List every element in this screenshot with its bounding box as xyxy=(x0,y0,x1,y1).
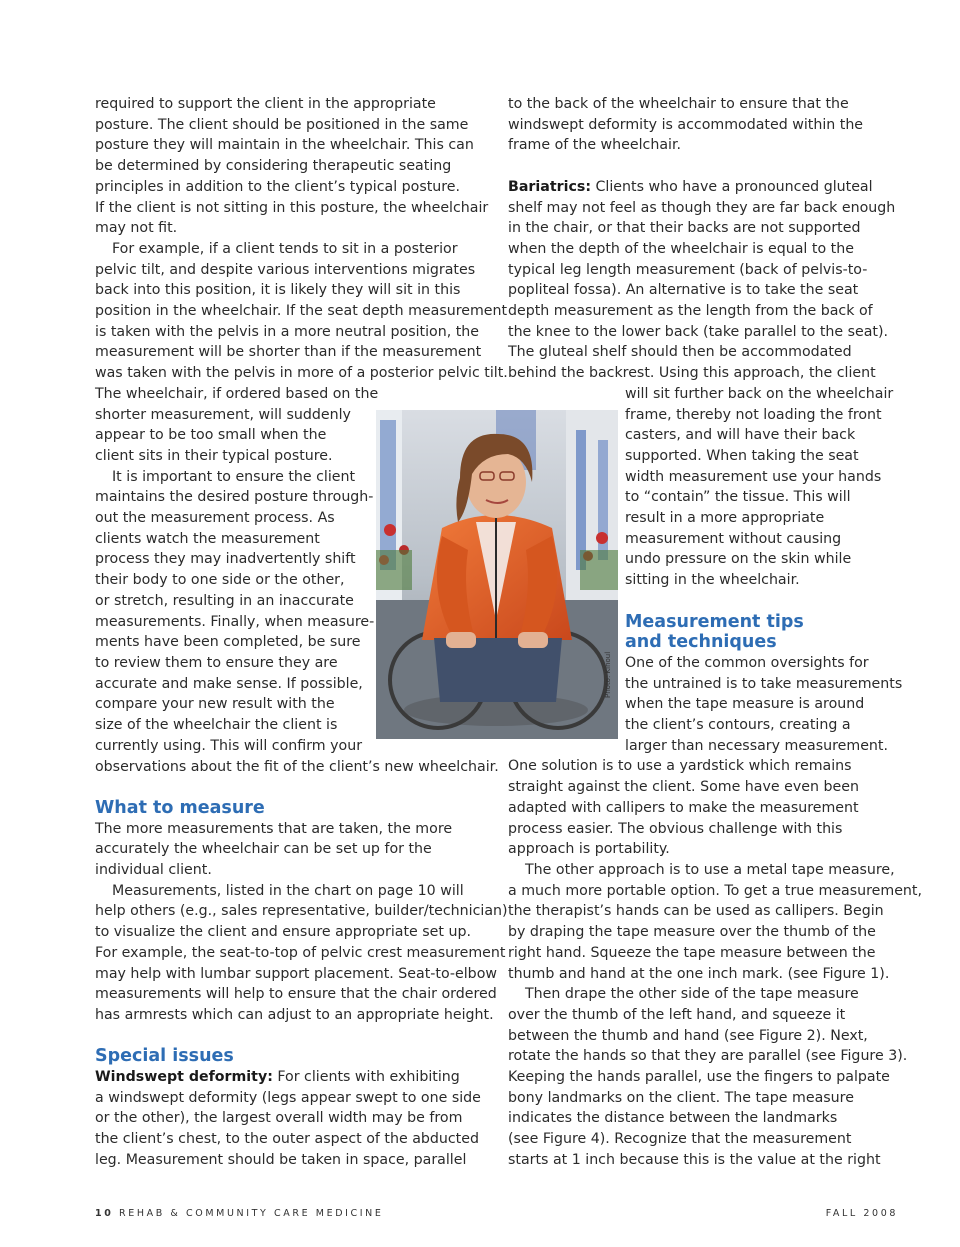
text-line: The other approach is to use a metal tape measure, xyxy=(525,861,895,878)
text-line: posture they will maintain in the wheelchair. This can xyxy=(95,137,474,154)
text-line: frame, thereby not loading the front xyxy=(625,406,882,423)
text-line: sitting in the wheelchair. xyxy=(625,572,800,589)
text-line: accurately the wheelchair can be set up for the xyxy=(95,841,432,858)
text-line: posture. The client should be positioned in the same xyxy=(95,116,469,133)
text-line: ments have been completed, be sure xyxy=(95,634,361,651)
text-line: a windswept deformity (legs appear swept to one side xyxy=(95,1089,481,1106)
text-line: help others (e.g., sales representative, builder/technician) xyxy=(95,903,508,920)
text-line: the client’s chest, to the outer aspect of the abducted xyxy=(95,1131,479,1148)
text-line: pelvic tilt, and despite various interventions migrates xyxy=(95,261,476,278)
text-line: process easier. The obvious challenge with this xyxy=(508,820,843,837)
footer-publication xyxy=(95,1208,383,1219)
text-line: right hand. Squeeze the tape measure between the xyxy=(508,944,876,961)
text-line: windswept deformity is accommodated within the xyxy=(508,116,864,133)
text-line: may help with lumbar support placement. Seat-to-elbow xyxy=(95,965,497,982)
section-heading: Special issues xyxy=(95,1046,234,1067)
text-line: frame of the wheelchair. xyxy=(508,137,682,154)
text-line: accurate and make sense. If possible, xyxy=(95,675,363,692)
wheelchair-user-photo xyxy=(376,410,618,739)
text-line: undo pressure on the skin while xyxy=(625,551,852,568)
text-line: measurements. Finally, when measure- xyxy=(95,613,375,630)
text-line: If the client is not sitting in this posture, the wheelchair xyxy=(95,199,489,216)
text-line: typical leg length measurement (back of pelvis-to- xyxy=(508,261,868,278)
text-line: in the chair, or that their backs are not supported xyxy=(508,220,861,237)
text-line: has armrests which can adjust to an appropriate height. xyxy=(95,1006,494,1023)
text-line: measurement without causing xyxy=(625,530,842,547)
text-line: Keeping the hands parallel, use the fingers to palpate xyxy=(508,1069,890,1086)
text-line xyxy=(95,1067,490,1088)
text-line: leg. Measurement should be taken in space, parallel xyxy=(95,1151,467,1168)
text-line: thumb and hand at the one inch mark. (see Figure 1). xyxy=(508,965,890,982)
text-line: popliteal fossa). An alternative is to take the seat xyxy=(508,282,859,299)
text-line: supported. When taking the seat xyxy=(625,447,859,464)
page-number: 10 xyxy=(95,1208,114,1219)
text-line: or the other), the largest overall width may be from xyxy=(95,1110,463,1127)
text-line: or stretch, resulting in an inaccurate xyxy=(95,592,354,609)
text-line: shelf may not feel as though they are far back enough xyxy=(508,199,896,216)
text-line: The gluteal shelf should then be accommodated xyxy=(508,344,852,361)
text-run: Clients who have a pronounced gluteal xyxy=(591,178,873,195)
text-line: depth measurement as the length from the back of xyxy=(508,303,873,320)
text-line: out the measurement process. As xyxy=(95,510,335,527)
text-line: width measurement use your hands xyxy=(625,468,882,485)
section-heading: What to measure xyxy=(95,797,265,818)
text-line: to “contain” the tissue. This will xyxy=(625,489,851,506)
text-line: will sit further back on the wheelchair xyxy=(625,385,894,402)
text-line: be determined by considering therapeutic seating xyxy=(95,158,452,175)
text-line: The wheelchair, if ordered based on the xyxy=(95,385,379,402)
section-heading: and techniques xyxy=(625,632,777,653)
text-line: maintains the desired posture through- xyxy=(95,489,374,506)
text-line: Measurements, listed in the chart on page 10 will xyxy=(112,882,464,899)
text-line: back into this position, it is likely they will sit in this xyxy=(95,282,461,299)
text-line: Then drape the other side of the tape measure xyxy=(525,986,859,1003)
text-line: (see Figure 4). Recognize that the measurement xyxy=(508,1131,852,1148)
run-in-heading: Bariatrics: xyxy=(508,178,591,195)
text-line: For example, the seat-to-top of pelvic crest measurement xyxy=(95,944,506,961)
text-line: The more measurements that are taken, the more xyxy=(95,820,453,837)
text-line: to visualize the client and ensure appropriate set up. xyxy=(95,924,471,941)
text-line: straight against the client. Some have even been xyxy=(508,779,859,796)
text-line: over the thumb of the left hand, and squeeze it xyxy=(508,1006,846,1023)
section-heading: Measurement tips xyxy=(625,611,804,632)
text-line: the knee to the lower back (take parallel to the seat). xyxy=(508,323,889,340)
text-line: when the tape measure is around xyxy=(625,696,865,713)
text-line: to the back of the wheelchair to ensure that the xyxy=(508,96,849,112)
text-line: It is important to ensure the client xyxy=(112,468,356,485)
text-line: client sits in their typical posture. xyxy=(95,447,333,464)
text-line: observations about the fit of the client’s new wheelchair. xyxy=(95,758,499,775)
text-line: rotate the hands so that they are parallel (see Figure 3). xyxy=(508,1048,908,1065)
text-line: a much more portable option. To get a true measurement, xyxy=(508,882,922,899)
publication-name: REHAB & COMMUNITY CARE MEDICINE xyxy=(119,1208,384,1219)
text-line: casters, and will have their back xyxy=(625,427,856,444)
paragraph-gap xyxy=(508,156,900,177)
text-line: process they may inadvertently shift xyxy=(95,551,356,568)
text-line: was taken with the pelvis in more of a posterior pelvic tilt. xyxy=(95,365,508,382)
text-line: appear to be too small when the xyxy=(95,427,327,444)
text-line: approach is portability. xyxy=(508,841,670,858)
text-line: clients watch the measurement xyxy=(95,530,320,547)
text-line: to review them to ensure they are xyxy=(95,654,338,671)
text-line: One solution is to use a yardstick which remains xyxy=(508,758,852,775)
text-line: position in the wheelchair. If the seat depth measurement xyxy=(95,303,508,320)
text-run: For clients with exhibiting xyxy=(272,1069,460,1086)
text-line: compare your new result with the xyxy=(95,696,335,713)
text-line: bony landmarks on the client. The tape measure xyxy=(508,1089,854,1106)
text-line: indicates the distance between the landmarks xyxy=(508,1110,838,1127)
run-in-heading: Windswept deformity: xyxy=(95,1069,273,1086)
text-line: larger than necessary measurement. xyxy=(625,737,889,754)
text-line: the therapist’s hands can be used as callipers. Begin xyxy=(508,903,884,920)
text-line: behind the backrest. Using this approach, the client xyxy=(508,365,876,382)
text-line: size of the wheelchair the client is xyxy=(95,717,338,734)
text-line: is taken with the pelvis in a more neutral position, the xyxy=(95,323,480,340)
text-line: required to support the client in the appropriate xyxy=(95,96,436,112)
photo-credit: Photo: Kinoul xyxy=(604,651,612,698)
text-line: One of the common oversights for xyxy=(625,654,869,671)
text-line: starts at 1 inch because this is the value at the right xyxy=(508,1151,881,1168)
text-line: between the thumb and hand (see Figure 2). Next, xyxy=(508,1027,868,1044)
text-line: by draping the tape measure over the thumb of the xyxy=(508,924,876,941)
text-line: shorter measurement, will suddenly xyxy=(95,406,351,423)
text-line: may not fit. xyxy=(95,220,178,237)
text-line: their body to one side or the other, xyxy=(95,572,345,589)
text-line: currently using. This will confirm your xyxy=(95,737,363,754)
text-line: when the depth of the wheelchair is equal to the xyxy=(508,240,854,257)
text-line: measurements will help to ensure that the chair ordered xyxy=(95,986,497,1003)
text-line: principles in addition to the client’s typical posture. xyxy=(95,178,461,195)
text-line: the untrained is to take measurements xyxy=(625,675,903,692)
text-line: adapted with callipers to make the measurement xyxy=(508,799,859,816)
text-line: For example, if a client tends to sit in a posterior xyxy=(112,240,458,257)
footer-issue: FALL 2008 xyxy=(825,1208,898,1219)
text-line: measurement will be shorter than if the measurement xyxy=(95,344,482,361)
text-line: the client’s contours, creating a xyxy=(625,717,851,734)
text-line: result in a more appropriate xyxy=(625,510,825,527)
text-line: individual client. xyxy=(95,862,212,878)
text-line xyxy=(508,177,900,198)
